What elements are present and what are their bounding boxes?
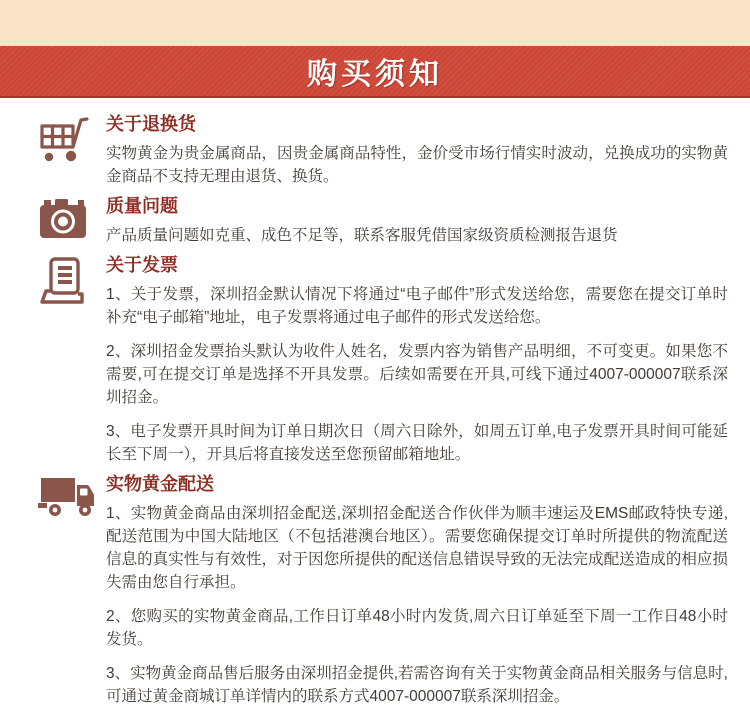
section-paragraph: 3、电子发票开具时间为订单日期次日（周六日除外，如周五订单,电子发票开具时间可能延长至下周一），开具后将直接发送至您预留邮箱地址。	[106, 423, 728, 463]
section-heading: 关于发票	[106, 255, 178, 275]
section-delivery	[38, 472, 728, 708]
section-paragraph: 1、实物黄金商品由深圳招金配送,深圳招金配送合作伙伴为顺丰速运及EMS邮政特快专递,配送范围为中国大陆地区（不包括港澳台地区）。需要您确保提交订单时所提供的物流配送信息的真实性与有效性，对于因您所提供的配送信息错误导致的无法完成配送造成的相应损失需由您自行承担。	[106, 505, 728, 591]
section-quality	[38, 194, 728, 247]
section-paragraph: 产品质量问题如克重、成色不足等，联系客服凭借国家级资质检测报告退货	[106, 227, 618, 244]
section-returns	[38, 112, 728, 188]
section-paragraph: 3、实物黄金商品售后服务由深圳招金提供,若需咨询有关于实物黄金商品相关服务与信息时,可通过黄金商城订单详情内的联系方式4007-000007联系深圳招金。	[106, 665, 728, 705]
notice-content	[0, 98, 750, 708]
cart-icon	[38, 112, 106, 188]
section-body	[106, 253, 728, 466]
notice-banner	[0, 46, 750, 98]
section-paragraph: 2、您购买的实物黄金商品,工作日订单48小时内发货,周六日订单延至下周一工作日48小时发货。	[106, 608, 728, 648]
banner-title: 购买须知	[307, 58, 443, 91]
invoice-icon	[38, 253, 106, 466]
top-strip	[0, 0, 750, 46]
truck-icon	[38, 472, 106, 708]
section-invoice	[38, 253, 728, 466]
camera-icon	[38, 194, 106, 247]
section-body	[106, 112, 728, 188]
section-heading: 关于退换货	[106, 114, 196, 134]
section-paragraph: 实物黄金为贵金属商品，因贵金属商品特性，金价受市场行情实时波动，兑换成功的实物黄金商品不支持无理由退货、换货。	[106, 145, 728, 185]
section-heading: 质量问题	[106, 196, 178, 216]
section-body	[106, 194, 728, 247]
section-paragraph: 2、深圳招金发票抬头默认为收件人姓名，发票内容为销售产品明细，不可变更。如果您不需要,可在提交订单是选择不开具发票。后续如需要在开具,可线下通过4007-000007联系深圳招金。	[106, 343, 728, 406]
section-paragraph: 1、关于发票，深圳招金默认情况下将通过“电子邮件”形式发送给您，需要您在提交订单时补充“电子邮箱”地址，电子发票将通过电子邮件的形式发送给您。	[106, 286, 728, 326]
section-body	[106, 472, 728, 708]
section-heading: 实物黄金配送	[106, 474, 214, 494]
